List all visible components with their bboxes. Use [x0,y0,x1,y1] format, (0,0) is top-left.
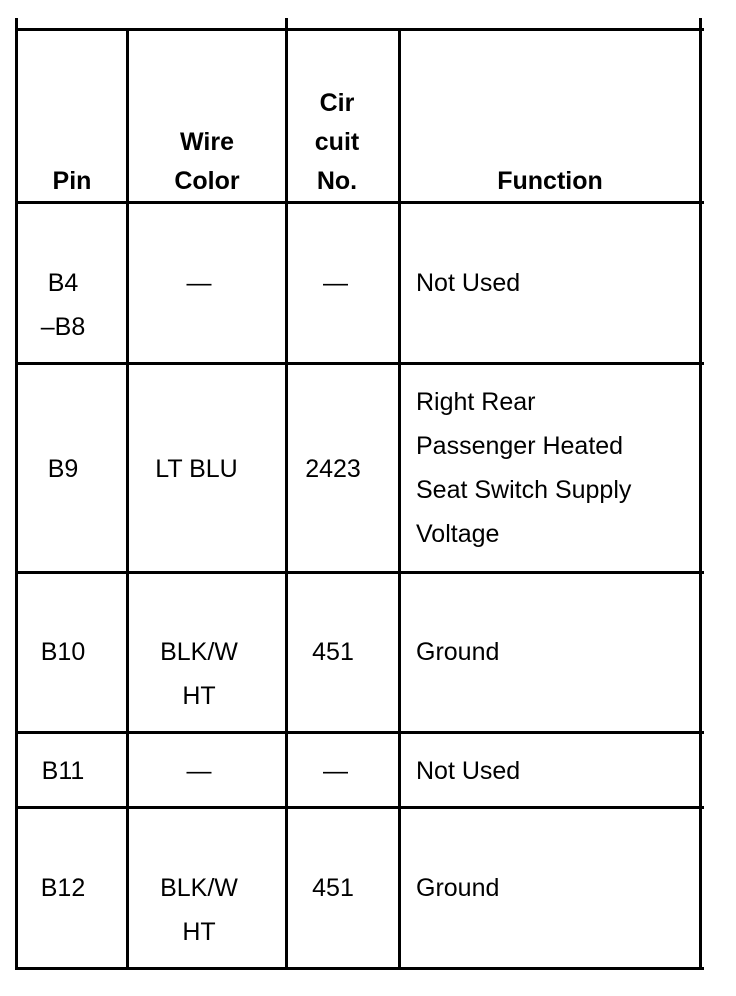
header-function-label: Function [497,167,603,195]
table-row-function [416,749,696,793]
table-rule [16,362,704,365]
header-pin-label: Pin [52,167,92,195]
table-row-wire-color [129,261,269,305]
table-rule [699,18,702,970]
header-circuit-no [288,84,386,201]
table-row-pin [18,866,108,910]
header-function [401,162,699,201]
function-value: Ground [416,638,500,666]
table-rule [16,967,704,970]
table-row-wire-color [129,866,269,954]
table-row-pin [18,749,108,793]
wire-color-value: — [186,757,212,785]
function-value: Voltage [416,520,500,548]
pin-value: B9 [47,455,79,483]
table-rule [16,201,704,204]
table-row-circuit-no [288,261,383,305]
wire-color-value: — [186,269,212,297]
table-rule [16,28,704,31]
function-value: Right Rear [416,388,536,416]
table-row-wire-color [129,630,269,718]
table-rule [15,18,18,970]
circuit-no-value: 451 [312,638,354,666]
wire-color-value: BLK/W [160,638,238,666]
wire-color-value: HT [182,682,216,710]
header-wire-color [129,123,285,201]
table-row-circuit-no [288,866,378,910]
circuit-no-value: 2423 [305,455,361,483]
header-pin [18,162,126,201]
circuit-no-value: — [323,757,348,785]
function-value: Not Used [416,757,521,785]
wire-color-value: LT BLU [155,455,238,483]
table-row-wire-color [129,447,264,491]
function-value: Passenger Heated [416,432,624,460]
circuit-no-value: 451 [312,874,354,902]
header-wire-color-line: Color [174,167,240,195]
table-row-wire-color [129,749,269,793]
table-row-circuit-no [288,749,383,793]
header-circuit-no-line: No. [316,167,358,195]
table-row-function [416,380,696,556]
table-row-pin [18,630,108,674]
pin-value: B11 [41,757,85,785]
function-value: Not Used [416,269,521,297]
pin-value: B10 [40,638,86,666]
table-row-circuit-no [288,447,378,491]
function-value: Ground [416,874,500,902]
wire-color-value: HT [182,918,216,946]
pin-value: –B8 [40,313,86,341]
table-row-function [416,261,696,305]
table-row-function [416,866,696,910]
table-row-pin [18,261,108,349]
wire-color-value: BLK/W [160,874,238,902]
header-circuit-no-line: cuit [314,128,360,156]
table-row-circuit-no [288,630,378,674]
circuit-no-value: — [323,269,348,297]
table-row-pin [18,447,108,491]
header-wire-color-line: Wire [180,128,234,156]
table-row-function [416,630,696,674]
function-value: Seat Switch Supply [416,476,632,504]
header-circuit-no-line: Cir [319,89,355,117]
table-rule [16,571,704,574]
table-rule [16,806,704,809]
table-rule [16,731,704,734]
pin-value: B4 [47,269,79,297]
pin-value: B12 [40,874,86,902]
